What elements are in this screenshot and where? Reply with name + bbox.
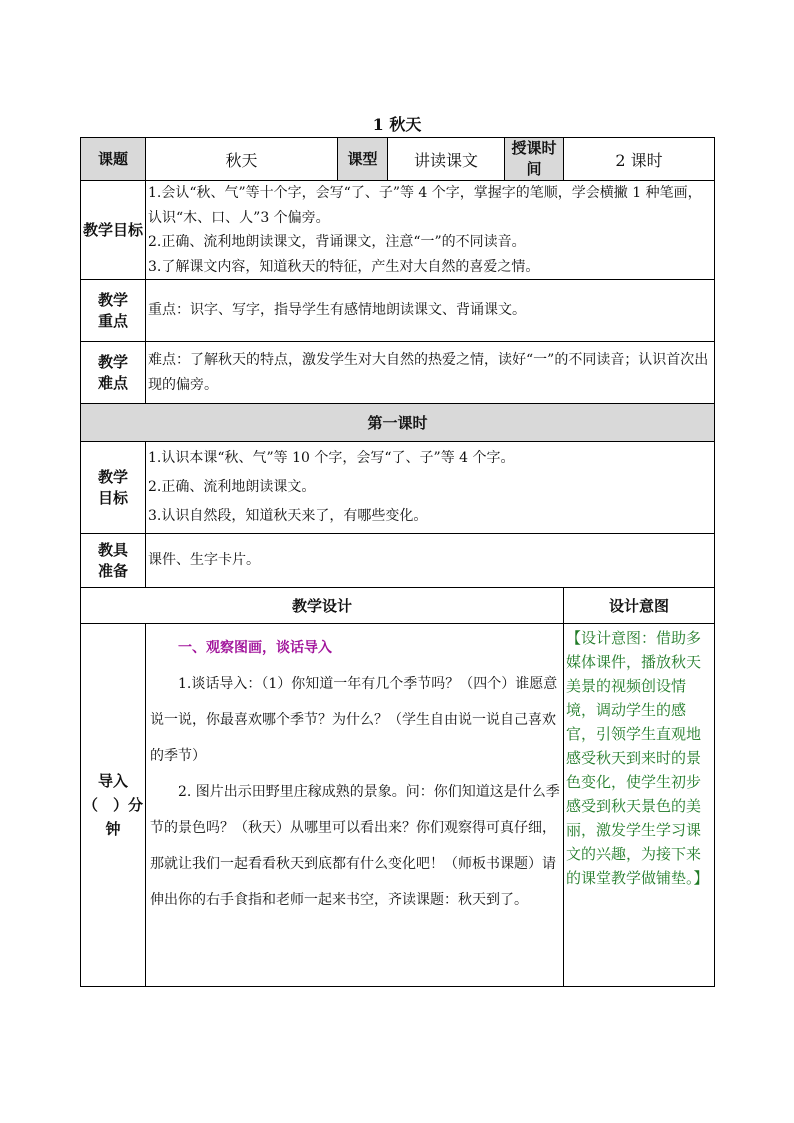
lesson1-goal-item: 3.认识自然段，知道秋天来了，有哪些变化。 [148,508,428,524]
design-paragraph: 1.谈话导入：（1）你知道一年有几个季节吗？（四个）谁愿意说一说，你最喜欢哪个季节？为什么？（学生自由说一说自己喜欢的季节） [150,676,558,764]
stage-label: 导入（ ）分钟 [81,624,146,987]
goal-item: 2.正确、流利地朗读课文，背诵课文，注意“一”的不同读音。 [148,234,526,250]
design-content [146,624,564,987]
type-value: 讲读课文 [388,138,505,181]
lesson1-goals-row [81,442,715,534]
goals-row [81,181,715,280]
difficulties-row [81,342,715,404]
header-row [81,138,715,181]
lesson1-goal-item: 1.认识本课“秋、气”等 10 个字，会写“了、子”等 4 个字。 [148,450,515,466]
time-label: 授课时间 [505,138,564,181]
lesson1-goals-content [146,442,715,534]
key-points-label: 教学重点 [81,280,146,342]
topic-label: 课题 [81,138,146,181]
goals-content [146,181,715,280]
lesson1-title: 第一课时 [81,404,715,442]
key-points-row [81,280,715,342]
time-value: 2 课时 [564,138,715,181]
goal-item: 3.了解课文内容，知道秋天的特征，产生对大自然的喜爱之情。 [148,258,540,275]
type-label: 课型 [338,138,388,181]
intent-header: 设计意图 [564,588,715,624]
tools-label: 教具准备 [81,534,146,588]
difficulties-label: 教学难点 [81,342,146,404]
tools-row [81,534,715,588]
document-title: 1 秋天 [372,115,422,134]
topic-value: 秋天 [146,138,338,181]
tools-value: 课件、生字卡片。 [146,534,715,588]
design-paragraph: 2. 图片出示田野里庄稼成熟的景象。问：你们知道这是什么季节的景色吗？（秋天）从哪里可以看出来？你们观察得可真仔细，那就让我们一起看看秋天到底都有什么变化吧！（师板书课题）请伸出你的右手食指和老师一起来书空，齐读课题：秋天到了。 [150,784,560,908]
section-title: 一、观察图画，谈话导入 [178,640,332,656]
lesson1-title-row [81,404,715,442]
goal-item: 1.会认“秋、气”等十个字，会写“了、子”等 4 个字，掌握字的笔顺，学会横撇 1 种笔画，认识“木、口、人”3 个偏旁。 [148,185,702,226]
lesson-plan-table [80,137,715,987]
intent-text: 【设计意图：借助多媒体课件，播放秋天美景的视频创设情境，调动学生的感官，引领学生直观地感受秋天到来时的景色变化，使学生初步感受到秋天景色的美丽，激发学生学习课文的兴趣，为接下来的课堂教学做铺垫。】 [564,624,715,987]
lesson1-goals-label: 教学目标 [81,442,146,534]
design-row [81,624,715,987]
goals-label: 教学目标 [81,181,146,280]
key-points-text: 重点：识字、写字，指导学生有感情地朗读课文、背诵课文。 [146,280,715,342]
difficulties-text: 难点：了解秋天的特点，激发学生对大自然的热爱之情，读好“一”的不同读音；认识首次出现的偏旁。 [146,342,715,404]
design-header: 教学设计 [81,588,564,624]
design-header-row [81,588,715,624]
lesson1-goal-item: 2.正确、流利地朗读课文。 [148,479,316,495]
